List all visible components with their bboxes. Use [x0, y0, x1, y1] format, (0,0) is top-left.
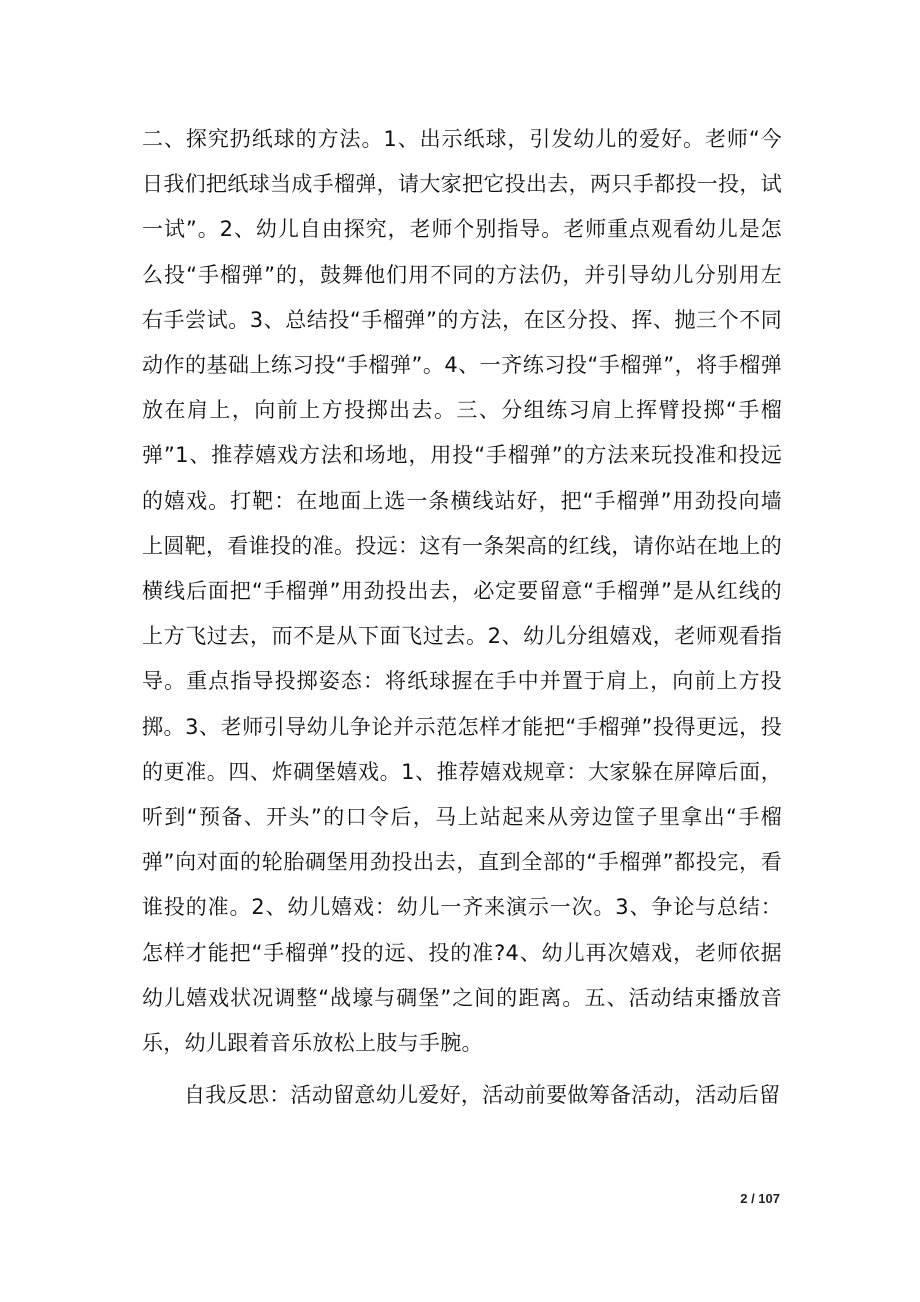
- page-number: 2 / 107: [740, 1191, 780, 1206]
- document-body: [142, 117, 782, 1118]
- paragraph-activity-steps: 二、探究扔纸球的方法。1、出示纸球，引发幼儿的爱好。老师“今日我们把纸球当成手榴弹，请大家把它投出去，两只手都投一投，试一试”。2、幼儿自由探究，老师个别指导。老师重点观看幼儿是怎么投“手榴弹”的，鼓舞他们用不同的方法仍，并引导幼儿分别用左右手尝试。3、总结投“手榴弹”的方法，在区分投、挥、抛三个不同动作的基础上练习投“手榴弹”。4、一齐练习投“手榴弹”，将手榴弹放在肩上，向前上方投掷出去。三、分组练习肩上挥臂投掷“手榴弹”1、推荐嬉戏方法和场地，用投“手榴弹”的方法来玩投准和投远的嬉戏。打靶：在地面上选一条横线站好，把“手榴弹”用劲投向墙上圆靶，看谁投的准。投远：这有一条架高的红线，请你站在地上的横线后面把“手榴弹”用劲投出去，必定要留意“手榴弹”是从红线的上方飞过去，而不是从下面飞过去。2、幼儿分组嬉戏，老师观看指导。重点指导投掷姿态：将纸球握在手中并置于肩上，向前上方投掷。3、老师引导幼儿争论并示范怎样才能把“手榴弹”投得更远，投的更准。四、炸碉堡嬉戏。1、推荐嬉戏规章：大家躲在屏障后面，听到“预备、开头”的口令后，马上站起来从旁边筐子里拿出“手榴弹”向对面的轮胎碉堡用劲投出去，直到全部的“手榴弹”都投完，看谁投的准。2、幼儿嬉戏：幼儿一齐来演示一次。3、争论与总结：怎样才能把“手榴弹”投的远、投的准?4、幼儿再次嬉戏，老师依据幼儿嬉戏状况调整“战壕与碉堡”之间的距离。五、活动结束播放音乐，幼儿跟着音乐放松上肢与手腕。: [142, 127, 782, 1056]
- paragraph-self-reflection: 自我反思：活动留意幼儿爱好，活动前要做筹备活动，活动后留: [184, 1083, 781, 1108]
